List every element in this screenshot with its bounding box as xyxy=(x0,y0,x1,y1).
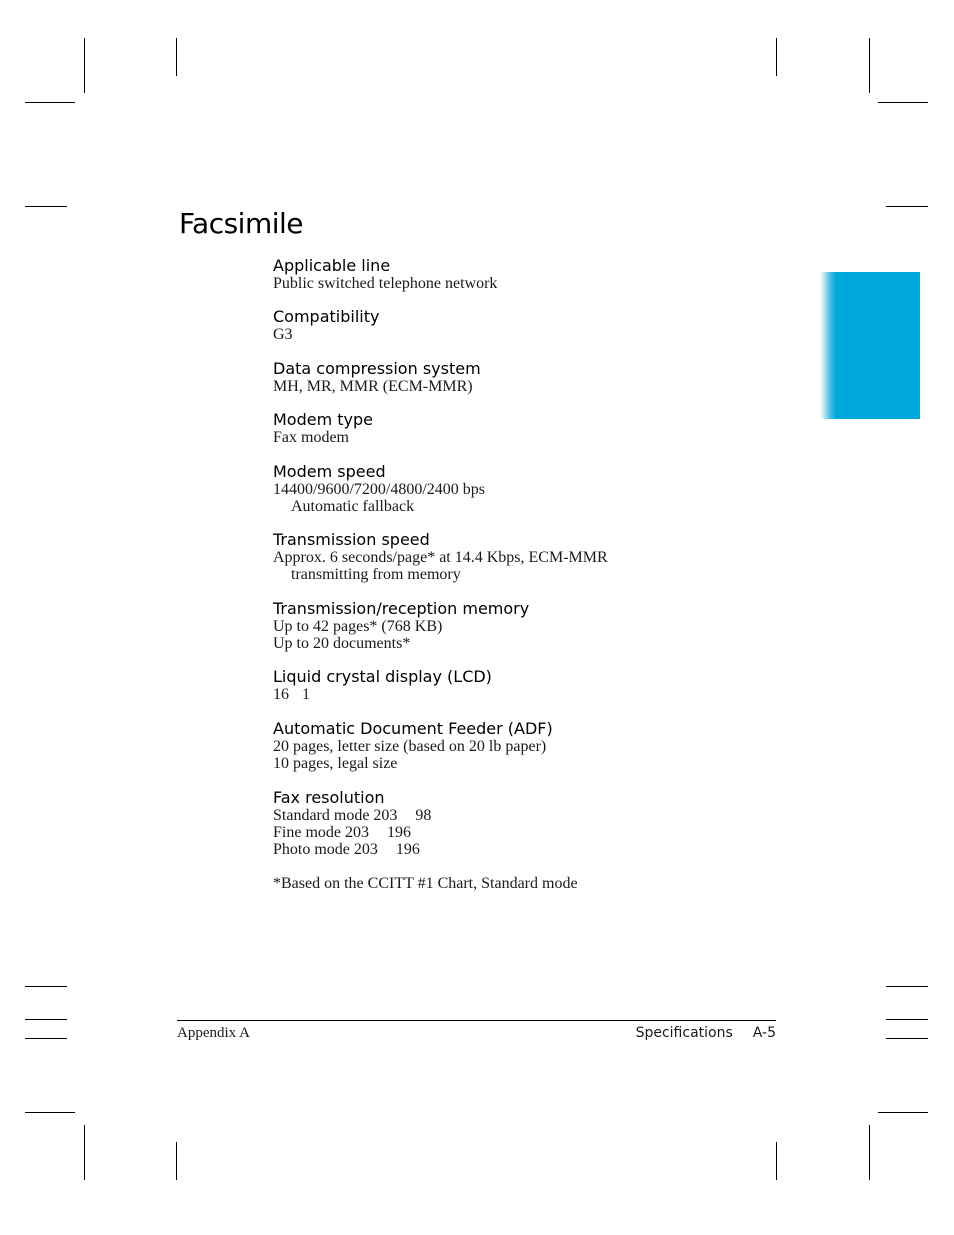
footer-appendix: Appendix A xyxy=(177,1025,250,1041)
crop-mark xyxy=(84,38,85,93)
crop-mark xyxy=(25,1038,67,1039)
page-title: Facsimile xyxy=(179,207,304,240)
crop-mark xyxy=(776,1142,777,1180)
spec-value: G3 xyxy=(273,326,293,343)
crop-mark xyxy=(869,38,870,93)
crop-mark xyxy=(84,1125,85,1180)
crop-mark xyxy=(25,102,75,103)
spec-value: Up to 42 pages* (768 KB) xyxy=(273,618,443,635)
page-number: A-5 xyxy=(752,1025,776,1041)
footnote: *Based on the CCITT #1 Chart, Standard mode xyxy=(273,875,578,892)
spec-applicable-line xyxy=(273,257,497,292)
spec-heading: Applicable line xyxy=(273,256,391,275)
crop-mark xyxy=(878,102,928,103)
mode-value: 196 xyxy=(395,841,420,858)
spec-heading: Transmission speed xyxy=(273,530,430,549)
resolution-photo xyxy=(273,841,431,858)
crop-mark xyxy=(886,1038,928,1039)
spec-data-compression xyxy=(273,360,481,395)
spec-heading: Compatibility xyxy=(273,307,380,326)
footer-page-info xyxy=(636,1025,776,1042)
footer-section: Specifications xyxy=(635,1025,733,1041)
spec-modem-type xyxy=(273,411,373,446)
crop-mark xyxy=(886,986,928,987)
crop-mark xyxy=(776,38,777,76)
spec-value: MH, MR, MMR (ECM-MMR) xyxy=(273,378,473,395)
spec-value: 10 pages, legal size xyxy=(273,755,398,772)
spec-fax-resolution xyxy=(273,789,431,858)
mode-value: 196 xyxy=(387,824,411,841)
spec-value: 20 pages, letter size (based on 20 lb paper) xyxy=(273,738,547,755)
crop-mark xyxy=(25,1019,67,1020)
spec-value: 14400/9600/7200/4800/2400 bps xyxy=(273,481,486,498)
chapter-tab-marker xyxy=(820,272,920,419)
spec-value: transmitting from memory xyxy=(291,566,461,583)
spec-heading: Liquid crystal display (LCD) xyxy=(273,667,492,686)
spec-value: Up to 20 documents* xyxy=(273,635,411,652)
spec-heading: Modem speed xyxy=(273,462,386,481)
crop-mark xyxy=(176,38,177,76)
mode-label: Fine mode 203 xyxy=(273,824,369,841)
crop-mark xyxy=(878,1112,928,1113)
spec-heading: Transmission/reception memory xyxy=(273,599,530,618)
spec-lcd xyxy=(273,668,492,703)
mode-label: Photo mode 203 xyxy=(273,841,378,858)
crop-mark xyxy=(25,206,67,207)
footer-rule xyxy=(177,1020,776,1021)
resolution-fine xyxy=(273,824,431,841)
spec-value: Automatic fallback xyxy=(291,498,415,515)
spec-heading: Modem type xyxy=(273,410,374,429)
lcd-rows: 1 xyxy=(302,686,310,703)
crop-mark xyxy=(886,1019,928,1020)
crop-mark xyxy=(25,986,67,987)
crop-mark xyxy=(176,1142,177,1180)
resolution-standard xyxy=(273,807,431,824)
spec-heading: Fax resolution xyxy=(273,788,385,807)
spec-value: Public switched telephone network xyxy=(273,275,498,292)
mode-value: 98 xyxy=(415,807,432,824)
crop-mark xyxy=(25,1112,75,1113)
spec-memory xyxy=(273,600,529,652)
lcd-columns: 16 xyxy=(273,686,289,703)
spec-heading: Automatic Document Feeder (ADF) xyxy=(273,719,553,738)
crop-mark xyxy=(886,206,928,207)
spec-compatibility xyxy=(273,308,379,343)
mode-label: Standard mode 203 xyxy=(273,807,398,824)
crop-mark xyxy=(869,1125,870,1180)
spec-value: Fax modem xyxy=(273,429,349,446)
spec-transmission-speed xyxy=(273,531,608,583)
spec-value: Approx. 6 seconds/page* at 14.4 Kbps, ECM-MMR xyxy=(273,549,608,566)
spec-adf xyxy=(273,720,553,772)
spec-heading: Data compression system xyxy=(273,359,481,378)
spec-value xyxy=(273,686,492,703)
spec-modem-speed xyxy=(273,463,485,515)
